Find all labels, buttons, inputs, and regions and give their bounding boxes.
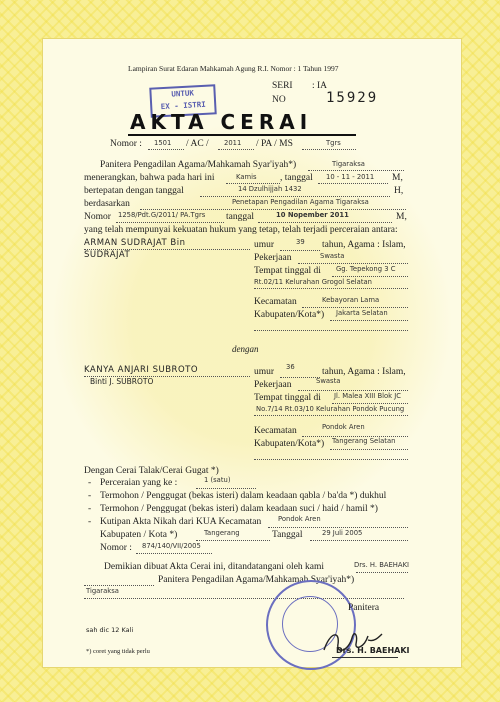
- party2-name-line2: Binti J. SUBROTO: [90, 377, 154, 386]
- tanggal-nikah-value: 29 Juli 2005: [322, 529, 363, 537]
- party2-tahun-agama: tahun, Agama : Islam,: [322, 367, 406, 377]
- party1-tahun-agama: tahun, Agama : Islam,: [322, 240, 406, 250]
- intro-court: Tigaraksa: [332, 160, 365, 168]
- nikah-nomor-value: 874/140/VII/2005: [142, 542, 201, 550]
- kutipan-bullet: -: [88, 517, 92, 527]
- circular-reference: Lampiran Surat Edaran Mahkamah Agung R.I. Nomor : 1 Tahun 1997: [128, 64, 339, 73]
- closing-court: Tigaraksa: [86, 587, 119, 595]
- party1-address-1: Gg. Tepekong 3 C: [336, 265, 396, 273]
- signer-name-typed: Drs. H. BAEHAKI: [354, 561, 410, 569]
- closing-statement: Demikian dibuat Akta Cerai ini, ditandatangani oleh kami: [104, 562, 325, 572]
- intro-date2: 10 Nopember 2011: [276, 211, 349, 219]
- party1-name: ARMAN SUDRAJAT Bin: [84, 238, 186, 248]
- party2-age: 36: [286, 363, 295, 371]
- nikah-nomor-label: Nomor :: [100, 543, 132, 553]
- intro-closing: yang telah mempunyai kekuatan hukum yang tetap, telah terjadi perceraian antara:: [84, 225, 398, 235]
- perceraian-label: Perceraian yang ke :: [100, 478, 178, 488]
- intro-nomor-value: 1258/Pdt.G/2011/ PA.Tgrs: [118, 211, 206, 219]
- dengan-separator: dengan: [232, 344, 259, 354]
- nomor-ac: / AC /: [186, 139, 209, 149]
- nomor-number: 1501: [154, 139, 172, 147]
- panitera-label: Panitera: [348, 603, 380, 613]
- stamp-line-2: EX - ISTRI: [160, 99, 207, 112]
- signature-underline: [332, 657, 398, 658]
- intro-hijri-date: 14 Dzulhijjah 1432: [238, 185, 302, 193]
- party2-address-1: Jl. Malea XIII Blok JC: [334, 392, 402, 400]
- seri-value: : IA: [312, 81, 328, 91]
- nomor-place: Tgrs: [326, 139, 341, 147]
- no-label: NO: [272, 95, 286, 105]
- intro-m: M,: [392, 173, 403, 183]
- intro-menerangkan: menerangkan, bahwa pada hari ini: [84, 173, 215, 183]
- party2-pekerjaan: Swasta: [316, 377, 341, 385]
- termohon-dukhul: Termohon / Penggugat (bekas isteri) dalam keadaan qabla / ba'da *) dukhul: [100, 491, 387, 501]
- nomor-pa: / PA / MS: [256, 139, 293, 149]
- party1-pekerjaan: Swasta: [320, 252, 345, 260]
- party2-kabupaten-label: Kabupaten/Kota*): [254, 439, 325, 449]
- certificate-serial-number: 15929: [326, 90, 379, 106]
- party1-tempat-label: Tempat tinggal di: [254, 266, 321, 276]
- kabupaten-kota-value: Tangerang: [204, 529, 240, 537]
- party2-kecamatan: Pondok Aren: [322, 423, 365, 431]
- nomor-label: Nomor :: [110, 139, 142, 149]
- perceraian-bullet: -: [88, 478, 92, 488]
- party1-kabupaten: Jakarta Selatan: [336, 309, 388, 317]
- signed-name: Drs. H. BAEHAKI: [336, 646, 410, 655]
- intro-penetapan: Penetapan Pengadilan Agama Tigaraksa: [232, 198, 369, 206]
- kutipan-label: Kutipan Akta Nikah dari KUA Kecamatan: [100, 517, 262, 527]
- cerai-type: Dengan Cerai Talak/Cerai Gugat *): [84, 466, 219, 476]
- party1-address-2: Rt.02/11 Kelurahan Grogol Selatan: [254, 278, 372, 286]
- party1-kabupaten-label: Kabupaten/Kota*): [254, 310, 325, 320]
- intro-bertepatan: bertepatan dengan tanggal: [84, 186, 184, 196]
- intro-h: H,: [394, 186, 404, 196]
- intro-panitera: Panitera Pengadilan Agama/Mahkamah Syar'iyah*): [100, 160, 297, 170]
- kutipan-kua: Pondok Aren: [278, 515, 321, 523]
- party1-age: 39: [296, 238, 305, 246]
- intro-m2: M,: [396, 212, 407, 222]
- footnote: *) coret yang tidak perlu: [86, 648, 150, 655]
- kabupaten-kota-label: Kabupaten / Kota *): [100, 530, 178, 540]
- party1-umur-label: umur: [254, 240, 275, 250]
- nomor-year: 2011: [224, 139, 242, 147]
- termohon1-bullet: -: [88, 491, 92, 501]
- intro-date: 10 - 11 - 2011: [326, 173, 375, 181]
- termohon-keadaan: Termohon / Penggugat (bekas isteri) dalam keadaan suci / haid / hamil *): [100, 504, 378, 514]
- intro-day: Kamis: [236, 173, 257, 181]
- party2-umur-label: umur: [254, 367, 275, 377]
- party2-kecamatan-label: Kecamatan: [254, 426, 297, 436]
- intro-tanggal2: tanggal: [226, 212, 254, 222]
- intro-nomor-label: Nomor: [84, 212, 111, 222]
- party1-kecamatan-label: Kecamatan: [254, 297, 297, 307]
- copy-note: sah dic 12 Kali: [86, 626, 134, 634]
- intro-berdasarkan: berdasarkan: [84, 199, 130, 209]
- termohon2-bullet: -: [88, 504, 92, 514]
- closing-panitera-title: Panitera Pengadilan Agama/Mahkamah Syar'iyah*): [158, 575, 355, 585]
- stamp-line-1: UNTUK: [171, 88, 195, 99]
- seri-label: SERI: [272, 81, 293, 91]
- party2-tempat-label: Tempat tinggal di: [254, 393, 321, 403]
- perceraian-value: 1 (satu): [204, 476, 231, 484]
- party2-kabupaten: Tangerang Selatan: [332, 437, 396, 445]
- party2-address-2: No.7/14 Rt.03/10 Kelurahan Pondok Pucung: [256, 405, 405, 413]
- party2-pekerjaan-label: Pekerjaan: [254, 380, 292, 390]
- tanggal-nikah-label: Tanggal: [272, 530, 303, 540]
- party1-pekerjaan-label: Pekerjaan: [254, 253, 292, 263]
- document-title: AKTA CERAI: [130, 110, 313, 134]
- party2-name: KANYA ANJARI SUBROTO: [84, 365, 199, 375]
- party1-kecamatan: Kebayoran Lama: [322, 296, 380, 304]
- party1-name-line2: SUDRAJAT: [84, 250, 131, 260]
- intro-tanggal-label: , tanggal: [280, 173, 313, 183]
- title-underline: [128, 134, 356, 136]
